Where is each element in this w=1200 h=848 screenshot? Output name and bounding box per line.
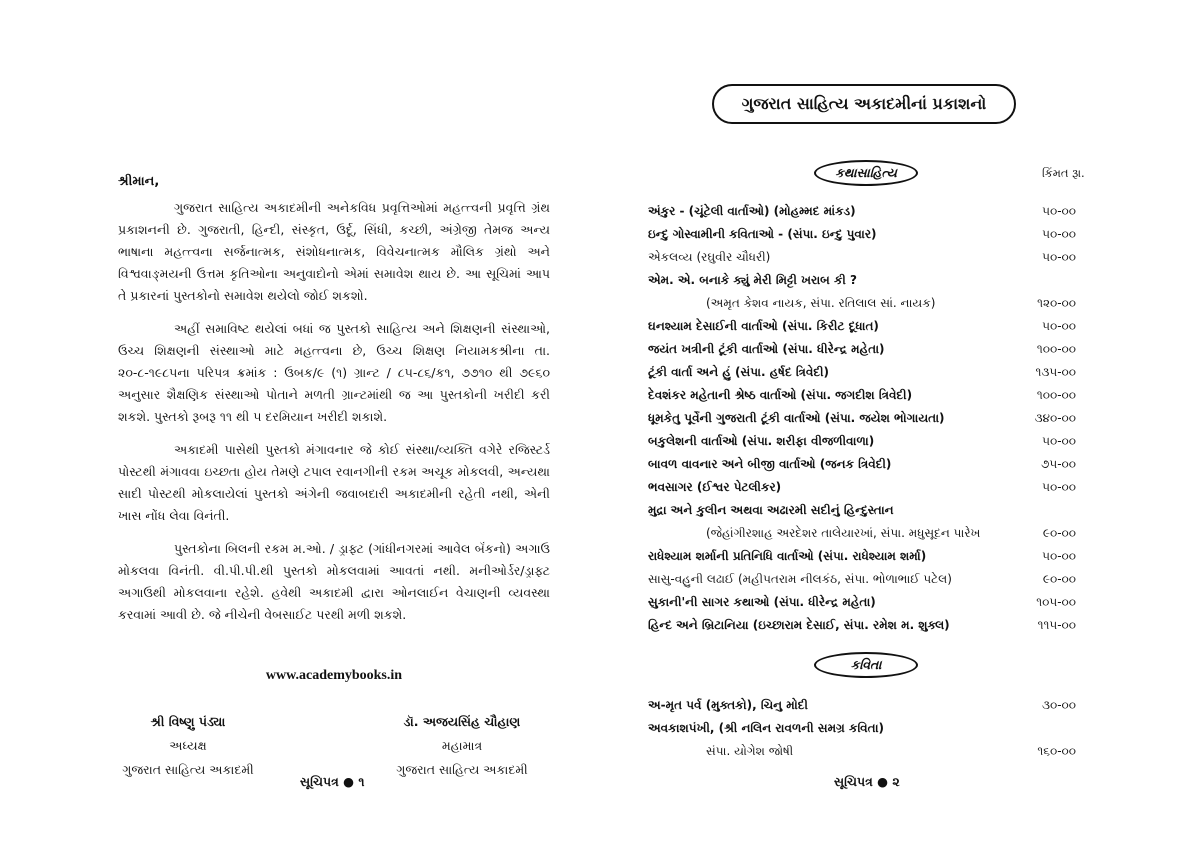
book-price: ૯૦-૦૦: [1042, 526, 1076, 540]
book-row: [648, 292, 1076, 315]
paragraph-3: અકાદમી પાસેથી પુસ્તકો મંગાવનાર જે કોઈ સંસ્થા/વ્યક્તિ વગેરે રજિસ્ટર્ડ પોસ્ટથી મંગાવવા ઇચ્છતા હોય તેમણે ટપાલ રવાનગીની રકમ અચૂક મોકલવી, અન્યથા સાદી પોસ્ટથી મોકલાયેલાં પુસ્તકો અંગેની જવાબદારી અકાદમીની રહેતી નથી, એની ખાસ નોંધ લેવા વિનંતી.: [118, 442, 550, 523]
book-price: ૩૪૦-૦૦: [1034, 411, 1076, 425]
book-row: [648, 338, 1076, 361]
book-price: ૫૦-૦૦: [1042, 480, 1076, 494]
book-title: સુકાની'ની સાગર કથાઓ (સંપા. ધીરેન્દ્ર મહેતા): [648, 595, 876, 609]
book-price: ૫૦-૦૦: [1042, 204, 1076, 218]
book-price: ૫૦-૦૦: [1042, 319, 1076, 333]
signatory-left-org: ગુજરાત સાહિત્ય અકાદમી: [122, 762, 254, 777]
paragraph-2: અહીં સમાવિષ્ટ થયેલાં બધાં જ પુસ્તકો સાહિત્ય અને શિક્ષણની સંસ્થાઓ, ઉચ્ચ શિક્ષણની સંસ્થાઓ માટે મહત્ત્વના છે, ઉચ્ચ શિક્ષણ નિયામકશ્રીના તા. ૨૦-૮-૧૯૮૫ના પરિપત્ર ક્રમાંક : ઉબક/૯ (૧) ગ્રાન્ટ / ૮૫-૮૬/ક૧, ૭૭૧૦ થી ૭૯૬૦ અનુસાર શૈક્ષણિક સંસ્થાઓ પોતાને મળતી ગ્રાન્ટમાંથી જ આ પુસ્તકોની ખરીદી કરી શકશે. પુસ્તકો રૂબરૂ ૧૧ થી ૫ દરમિયાન ખરીદી શકાશે.: [118, 321, 550, 424]
right-page: [600, 0, 1200, 848]
book-title: જયંત ખત્રીની ટૂંકી વાર્તાઓ (સંપા. ધીરેન્દ્ર મહેતા): [648, 342, 885, 356]
book-price: ૧૬૦-૦૦: [1037, 744, 1076, 758]
book-row: [648, 499, 1076, 522]
signatory-left-role: અધ્યક્ષ: [169, 738, 207, 753]
book-row: [648, 269, 1076, 292]
book-title: અંકુર - (ચૂંટેલી વાર્તાઓ) (મોહમ્મદ માંકડ): [648, 204, 856, 218]
book-price: [1070, 717, 1076, 740]
book-title: ભવસાગર (ઈશ્વર પેટલીકર): [648, 480, 782, 494]
book-row: [648, 717, 1076, 740]
book-row: [648, 200, 1076, 223]
book-title: અવકાશપંખી, (શ્રી નલિન રાવળની સમગ્ર કવિતા): [648, 721, 885, 735]
book-title: એકલવ્ય (રઘુવીર ચૌધરી): [648, 250, 771, 264]
book-price: ૫૦-૦૦: [1042, 434, 1076, 448]
signatory-left-name: શ્રી વિષ્ણુ પંડ્યા: [150, 714, 226, 729]
book-price: ૧૨૦-૦૦: [1037, 296, 1076, 310]
book-row: [648, 430, 1076, 453]
signatory-right: [362, 710, 562, 782]
book-title: (જેહાંગીરશાહ અરદેશર તાલેયારખાં, સંપા. મધુસૂદન પારેખ: [706, 526, 981, 540]
book-title: ટૂંકી વાર્તા અને હું (સંપા. હર્ષદ ત્રિવેદી): [648, 365, 830, 379]
book-price: ૩૦-૦૦: [1042, 698, 1076, 712]
book-title: એમ. એ. બનાકે ક્યું મેરી મિટ્ટી ખરાબ કી ?: [648, 273, 858, 287]
catalog-title: ગુજરાત સાહિત્ય અકાદમીનાં પ્રકાશનો: [712, 84, 1016, 124]
book-price: ૫૦-૦૦: [1042, 549, 1076, 563]
book-row: [648, 246, 1076, 269]
paragraph-1: ગુજરાત સાહિત્ય અકાદમીની અનેકવિધ પ્રવૃત્તિઓમાં મહત્ત્વની પ્રવૃત્તિ ગ્રંથ પ્રકાશનની છે. ગુજરાતી, હિન્દી, સંસ્કૃત, ઉર્દૂ, સિંધી, કચ્છી, અંગ્રેજી તેમજ અન્ય ભાષાના મહત્ત્વના સર્જનાત્મક, સંશોધનાત્મક, વિવેચનાત્મક મૌલિક ગ્રંથો અને વિશ્વવાઙ્‌મયની ઉત્તમ કૃતિઓના અનુવાદોનો એમાં સમાવેશ થાય છે. આ સૂચિમાં આપ તે પ્રકારનાં પુસ્તકોનો સમાવેશ થયેલો જોઈ શકશો.: [118, 200, 550, 303]
book-row: [648, 614, 1076, 637]
page-footer-left: સૂચિપત્ર ● ૧: [300, 774, 365, 789]
book-row: [648, 407, 1076, 430]
book-price: ૧૦૫-૦૦: [1036, 595, 1076, 609]
book-row: [648, 384, 1076, 407]
book-title: (અમૃત કેશવ નાયક, સંપા. રતિલાલ સાં. નાયક): [706, 296, 936, 310]
book-title: દેવશંકર મહેતાની શ્રેષ્ઠ વાર્તાઓ (સંપા. જગદીશ ત્રિવેદી): [648, 388, 913, 402]
paragraph-4: પુસ્તકોના બિલની રકમ મ.ઓ. / ડ્રાફ્ટ (ગાંધીનગરમાં આવેલ બૅંકનો) અગાઉ મોકલવા વિનંતી. વી.પી.પી.થી પુસ્તકો મોકલવામાં આવતાં નથી. મનીઓર્ડર/ડ્રાફ્ટ અગાઉથી મોકલવાના રહેશે. હવેથી અકાદમી દ્વારા ઓનલાઈન વેચાણની વ્યવસ્થા કરવામાં આવી છે. જે નીચેની વેબસાઈટ પરથી મળી શકશે.: [118, 541, 550, 622]
book-row: [648, 315, 1076, 338]
letter-body: [118, 197, 550, 637]
book-title: ધૂમકેતુ પૂર્વેની ગુજરાતી ટૂંકી વાર્તાઓ (સંપા. જયેશ ભોગાયતા): [648, 411, 945, 425]
book-price: ૫૦-૦૦: [1042, 227, 1076, 241]
book-title: ઇન્દુ ગોસ્વામીની કવિતાઓ - (સંપા. ઇન્દુ પુવાર): [648, 227, 877, 241]
story-book-list: [648, 200, 1076, 637]
website-link[interactable]: www.academybooks.in: [265, 668, 403, 683]
book-title: અ-મૃત પર્વ (મુક્તકો), ચિનુ મોદી: [648, 698, 808, 712]
book-title: મુદ્રા અને કુલીન અથવા અઢારમી સદીનું હિન્દુસ્તાન: [648, 503, 894, 517]
signatory-right-org: ગુજરાત સાહિત્ય અકાદમી: [396, 762, 528, 777]
book-title: સંપા. યોગેશ જોષી: [706, 744, 794, 758]
section-heading-poetry: કવિતા: [814, 652, 918, 678]
salutation: શ્રીમાન,: [118, 174, 160, 189]
book-row: [648, 476, 1076, 499]
book-row: [648, 740, 1076, 763]
book-row: [648, 545, 1076, 568]
book-title: બાવળ વાવનાર અને બીજી વાર્તાઓ (જનક ત્રિવેદી): [648, 457, 892, 471]
book-price: ૯૦-૦૦: [1042, 572, 1076, 586]
section-heading-story: કથાસાહિત્ય: [814, 160, 918, 186]
signatory-right-role: મહામાત્ર: [441, 738, 483, 753]
book-title: હિન્દ અને બ્રિટાનિયા (ઇચ્છારામ દેસાઈ, સંપા. રમેશ મ. શુક્લ): [648, 618, 950, 632]
page-footer-right: સૂચિપત્ર ● ૨: [834, 774, 900, 789]
book-price: [1070, 269, 1076, 292]
book-row: [648, 694, 1076, 717]
book-row: [648, 568, 1076, 591]
price-column-header: કિંમત રૂા.: [1042, 166, 1085, 180]
book-row: [648, 361, 1076, 384]
book-price: [1070, 499, 1076, 522]
book-price: ૧૦૦-૦૦: [1036, 388, 1076, 402]
book-price: ૭૫-૦૦: [1040, 457, 1076, 471]
poetry-book-list: [648, 694, 1076, 763]
book-price: ૧૧૫-૦૦: [1037, 618, 1076, 632]
book-title: ઘનશ્યામ દેસાઈની વાર્તાઓ (સંપા. કિરીટ દૂધાત): [648, 319, 879, 333]
book-row: [648, 453, 1076, 476]
book-row: [648, 223, 1076, 246]
book-title: બકુલેશની વાર્તાઓ (સંપા. શરીફા વીજળીવાળા): [648, 434, 875, 448]
signatory-right-name: ડૉ. અજયસિંહ ચૌહાણ: [403, 714, 521, 729]
book-price: ૧૩૫-૦૦: [1035, 365, 1076, 379]
book-title: રાધેશ્યામ શર્માની પ્રતિનિધિ વાર્તાઓ (સંપા. રાધેશ્યામ શર્મા): [648, 549, 927, 563]
book-price: ૧૦૦-૦૦: [1036, 342, 1076, 356]
book-price: ૫૦-૦૦: [1042, 250, 1076, 264]
book-row: [648, 522, 1076, 545]
book-row: [648, 591, 1076, 614]
signatory-left: [88, 710, 288, 782]
book-title: સાસુ-વહુની લઢાઈ (મહીપતરામ નીલકંઠ, સંપા. ભોળાભાઈ પટેલ): [648, 572, 952, 586]
